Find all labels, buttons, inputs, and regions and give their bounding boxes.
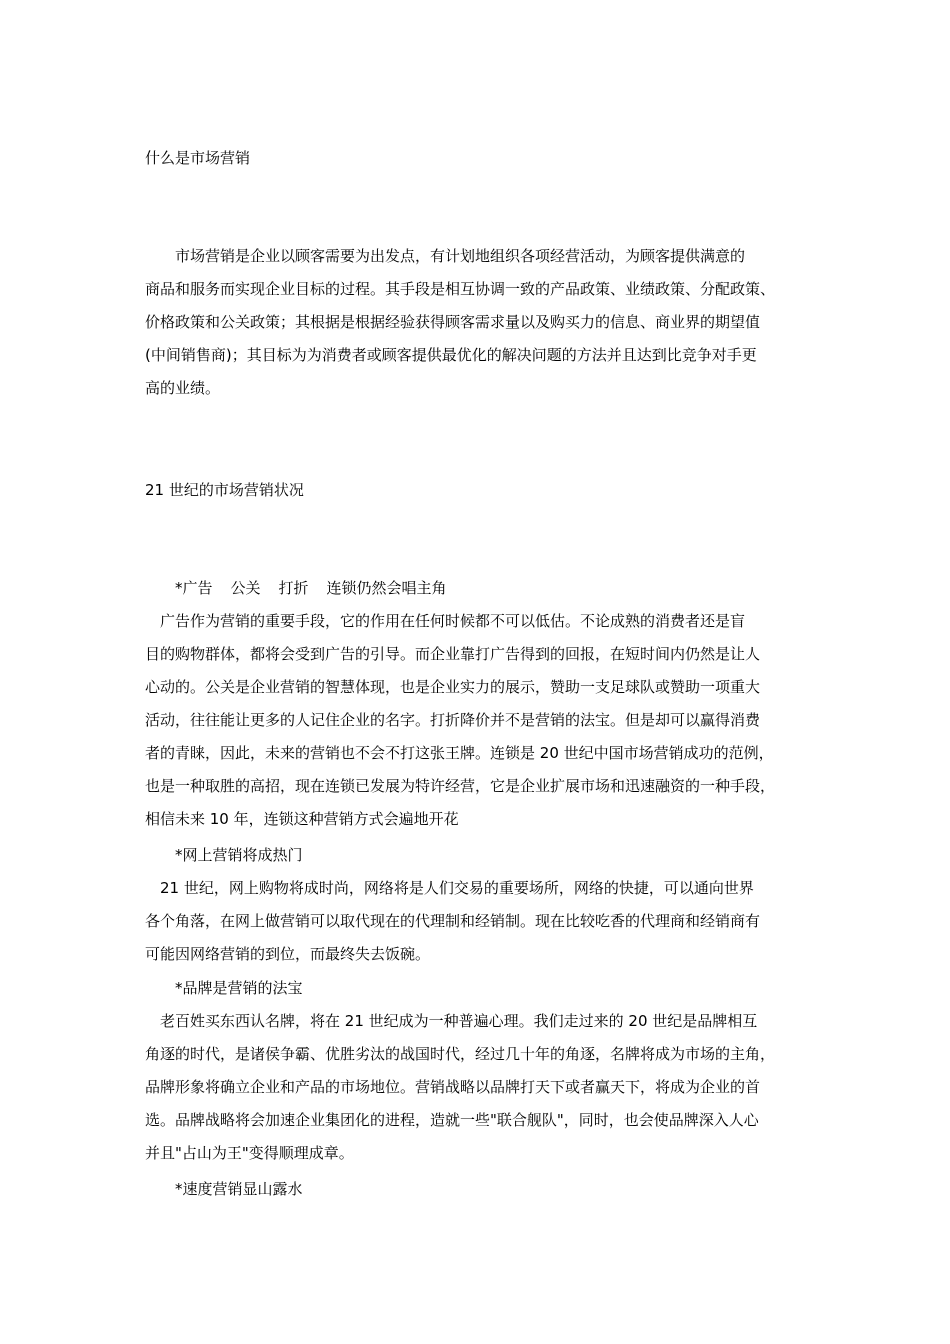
paragraph-line: 商品和服务而实现企业目标的过程。其手段是相互协调一致的产品政策、业绩政策、分配政策、 bbox=[145, 280, 776, 298]
topic-heading-online-marketing: *网上营销将成热门 bbox=[175, 846, 303, 864]
paragraph-line: 心动的。公关是企业营销的智慧体现，也是企业实力的展示，赞助一支足球队或赞助一项重大 bbox=[145, 678, 761, 696]
topic-part: *广告 bbox=[175, 579, 213, 597]
paragraph-line: 可能因网络营销的到位，而最终失去饭碗。 bbox=[145, 945, 431, 963]
topic-part: 连锁仍然会唱主角 bbox=[326, 579, 447, 597]
section-title-what-is-marketing: 什么是市场营销 bbox=[145, 149, 251, 167]
topic-heading-advertising bbox=[175, 578, 447, 598]
topic-heading-brand: *品牌是营销的法宝 bbox=[175, 979, 303, 997]
paragraph-line: (中间销售商)；其目标为为消费者或顾客提供最优化的解决问题的方法并且达到比竞争对手更 bbox=[145, 346, 757, 364]
topic-heading-speed-marketing: *速度营销显山露水 bbox=[175, 1180, 303, 1198]
definition-paragraph bbox=[145, 240, 810, 405]
paragraph-line: 选。品牌战略将会加速企业集团化的进程，造就一些"联合舰队"，同时，也会使品牌深入人心 bbox=[145, 1111, 759, 1129]
paragraph-line: 并且"占山为王"变得顺理成章。 bbox=[145, 1144, 354, 1162]
paragraph-line: 活动，往往能让更多的人记住企业的名字。打折降价并不是营销的法宝。但是却可以赢得消费 bbox=[145, 711, 761, 729]
paragraph-line: 广告作为营销的重要手段，它的作用在任何时候都不可以低估。不论成熟的消费者还是盲 bbox=[145, 612, 746, 630]
paragraph-line: 品牌形象将确立企业和产品的市场地位。营销战略以品牌打天下或者赢天下，将成为企业的首 bbox=[145, 1078, 761, 1096]
paragraph-line: 角逐的时代，是诸侯争霸、优胜劣汰的战国时代，经过几十年的角逐，名牌将成为市场的主角， bbox=[145, 1045, 776, 1063]
paragraph-line: 高的业绩。 bbox=[145, 379, 221, 397]
paragraph-line: 老百姓买东西认名牌，将在 21 世纪成为一种普遍心理。我们走过来的 20 世纪是品牌相互 bbox=[145, 1012, 758, 1030]
paragraph-line: 21 世纪，网上购物将成时尚，网络将是人们交易的重要场所，网络的快捷，可以通向世界 bbox=[145, 879, 754, 897]
advertising-paragraph bbox=[145, 605, 810, 836]
paragraph-line: 相信未来 10 年，连锁这种营销方式会遍地开花 bbox=[145, 810, 459, 828]
paragraph-line: 市场营销是企业以顾客需要为出发点，有计划地组织各项经营活动，为顾客提供满意的 bbox=[145, 247, 746, 265]
paragraph-line: 价格政策和公关政策；其根据是根据经验获得顾客需求量以及购买力的信息、商业界的期望值 bbox=[145, 313, 761, 331]
brand-paragraph bbox=[145, 1005, 810, 1170]
topic-part: 打折 bbox=[278, 579, 309, 597]
paragraph-line: 也是一种取胜的高招，现在连锁已发展为特许经营，它是企业扩展市场和迅速融资的一种手段， bbox=[145, 777, 776, 795]
online-marketing-paragraph bbox=[145, 872, 810, 971]
paragraph-line: 者的青睐，因此，未来的营销也不会不打这张王牌。连锁是 20 世纪中国市场营销成功的范例， bbox=[145, 744, 774, 762]
topic-part: 公关 bbox=[230, 579, 261, 597]
paragraph-line: 目的购物群体，都将会受到广告的引导。而企业靠打广告得到的回报，在短时间内仍然是让人 bbox=[145, 645, 761, 663]
section-title-21st-century: 21 世纪的市场营销状况 bbox=[145, 481, 304, 499]
paragraph-line: 各个角落，在网上做营销可以取代现在的代理制和经销制。现在比较吃香的代理商和经销商有 bbox=[145, 912, 761, 930]
